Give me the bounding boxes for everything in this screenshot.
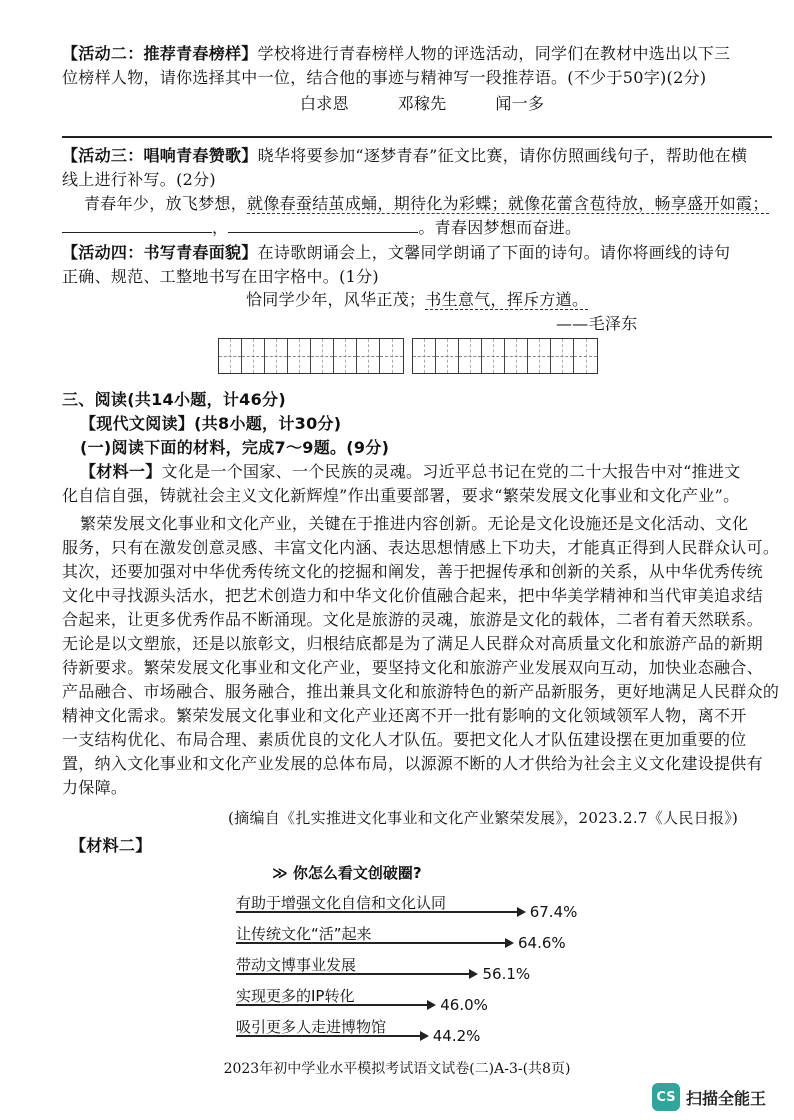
name-1: 白求恩 bbox=[300, 94, 349, 113]
chart-category-label: 让传统文化“活”起来 bbox=[236, 925, 372, 943]
watermark-text: 扫描全能王 bbox=[686, 1089, 767, 1108]
material1-line-12: 置，纳入文化事业和文化产业发展的总体布局，以源源不断的人才供给为社会主义文化建设提供有 bbox=[62, 754, 763, 773]
activity4-poem-underlined: 书生意气，挥斥方遒。 bbox=[425, 290, 589, 309]
activity3-line1 bbox=[62, 146, 747, 166]
material1-line-11: 一支结构优化、布局合理、素质优良的文化人才队伍。要把文化人才队伍建设摆在更加重要的位 bbox=[62, 730, 747, 749]
name-3: 闻一多 bbox=[495, 94, 545, 113]
activity3-heading: 【活动三：唱响青春赞歌】 bbox=[62, 146, 258, 165]
chart-bar-arrow bbox=[236, 1035, 421, 1037]
material1-line-0 bbox=[80, 462, 741, 482]
activity4-text1: 在诗歌朗诵会上，文馨同学朗诵了下面的诗句。请你将画线的诗句 bbox=[257, 243, 731, 262]
activity4-poem-a: 恰同学少年，风华正茂； bbox=[246, 290, 426, 309]
answer-line bbox=[62, 136, 772, 138]
material1-line-10: 精神文化需求。繁荣发展文化事业和文化产业还离不开一批有影响的文化领域领军人物，离不开 bbox=[62, 706, 747, 725]
activity3-text1: 晓华将要参加“逐梦青春”征文比赛，请你仿照画线句子，帮助他在横 bbox=[257, 146, 748, 165]
chart-category-label: 吸引更多人走进博物馆 bbox=[236, 1018, 387, 1036]
writing-grid-2[interactable] bbox=[412, 338, 598, 374]
activity3-poem-underlined: 就像春蚕结茧成蛹，期待化为彩蝶；就像花蕾含苞待放，畅享盛开如霞； bbox=[247, 194, 769, 213]
material1-line-7: 无论是以文塑旅，还是以旅彰文，归根结底都是为了满足人民群众对高质量文化和旅游产品的新期 bbox=[62, 634, 763, 653]
blank-2[interactable] bbox=[228, 219, 418, 233]
material1-line-4: 其次，还要加强对中华优秀传统文化的挖掘和阐发，善于把握传承和创新的关系，从中华优秀传统 bbox=[62, 562, 763, 581]
material1-line-1: 化自信自强，铸就社会主义文化新辉煌”作出重要部署，要求“繁荣发展文化事业和文化产业”。 bbox=[62, 486, 740, 505]
activity3-blank-line: ， 。青春因梦想而奋进。 bbox=[62, 218, 581, 238]
chart-category-label: 有助于增强文化自信和文化认同 bbox=[236, 894, 447, 912]
writing-grid-1[interactable] bbox=[218, 338, 404, 374]
section3-title: 三、阅读(共14小题，计46分) bbox=[62, 390, 286, 409]
activity4-author: ——毛泽东 bbox=[556, 314, 638, 333]
activity3-poem-end: 。青春因梦想而奋进。 bbox=[418, 218, 582, 237]
chart-value-label: 46.0% bbox=[440, 996, 488, 1014]
activity3-text2: 线上进行补写。(2分) bbox=[62, 170, 216, 189]
activity4-text2: 正确、规范、工整地书写在田字格中。(1分) bbox=[62, 267, 379, 286]
material1-line-9: 产品融合、市场融合、服务融合，推出兼具文化和旅游特色的新产品新服务，更好地满足人民群众的 bbox=[62, 682, 780, 701]
activity3-poem bbox=[84, 194, 769, 214]
chart-bar-arrow bbox=[236, 973, 470, 975]
activity2-text1: 学校将进行青春榜样人物的评选活动，同学们在教材中选出以下三 bbox=[257, 44, 731, 63]
activity4-heading: 【活动四：书写青春面貌】 bbox=[62, 243, 258, 262]
blank-1[interactable] bbox=[62, 219, 212, 233]
material2-heading: 【材料二】 bbox=[70, 836, 152, 855]
chart-value-label: 56.1% bbox=[482, 965, 531, 983]
chart-bar-arrow bbox=[236, 942, 506, 944]
chart-value-label: 64.6% bbox=[518, 934, 566, 952]
material1-line-5: 文化中寻找源头活水，把艺术创造力和中华文化价值融合起来，把中华美学精神和当代审美追求结 bbox=[62, 586, 763, 605]
activity4-line1 bbox=[62, 243, 730, 263]
material1-line-8: 待新要求。繁荣发展文化事业和文化产业，要坚持文化和旅游产业发展双向互动，加快业态融合、 bbox=[62, 658, 763, 677]
camscanner-logo-icon: CS bbox=[652, 1083, 680, 1111]
activity4-poem bbox=[246, 290, 588, 310]
section3-part1: (一)阅读下面的材料，完成7～9题。(9分) bbox=[80, 438, 390, 457]
material1-source: (摘编自《扎实推进文化事业和文化产业繁荣发展》，2023.2.7《人民日报》) bbox=[228, 809, 739, 827]
activity2-names bbox=[300, 94, 544, 114]
material1-line-13: 力保障。 bbox=[62, 778, 128, 797]
name-2: 邓稼先 bbox=[397, 94, 447, 113]
activity3-poem-a: 青春年少，放飞梦想， bbox=[84, 194, 248, 213]
chart-category-label: 实现更多的IP转化 bbox=[236, 987, 355, 1005]
chart-bar-arrow bbox=[236, 1004, 428, 1006]
chart-value-label: 67.4% bbox=[529, 903, 578, 921]
material1-line-2: 繁荣发展文化事业和文化产业，关键在于推进内容创新。无论是文化设施还是文化活动、文化 bbox=[80, 514, 749, 533]
page-footer: 2023年初中学业水平模拟考试语文试卷(二)A-3-(共8页) bbox=[223, 1061, 571, 1077]
activity2-text2: 位榜样人物，请你选择其中一位，结合他的事迹与精神写一段推荐语。(不少于50字)(2分) bbox=[62, 68, 707, 87]
material1-line-6: 合起来，让更多优秀作品不断涌现。文化是旅游的灵魂，旅游是文化的载体，二者有着天然联系。 bbox=[62, 610, 763, 629]
material1-line-3: 服务，只有在激发创意灵感、丰富文化内涵、表达思想情感上下功夫，才能真正得到人民群众认可。 bbox=[62, 538, 780, 557]
material1-text-0: 文化是一个国家、一个民族的灵魂。习近平总书记在党的二十大报告中对“推进文 bbox=[161, 462, 741, 481]
material1-heading: 【材料一】 bbox=[80, 462, 162, 481]
section3-modern: 【现代文阅读】(共8小题，计30分) bbox=[80, 414, 342, 433]
chart-title: ≫ 你怎么看文创破圈? bbox=[272, 864, 422, 882]
chart-category-label: 带动文博事业发展 bbox=[236, 956, 357, 974]
chart-bar-arrow bbox=[236, 911, 518, 913]
chart-value-label: 44.2% bbox=[432, 1027, 481, 1045]
activity2-line1 bbox=[62, 44, 730, 64]
activity2-heading: 【活动二：推荐青春榜样】 bbox=[62, 44, 258, 63]
